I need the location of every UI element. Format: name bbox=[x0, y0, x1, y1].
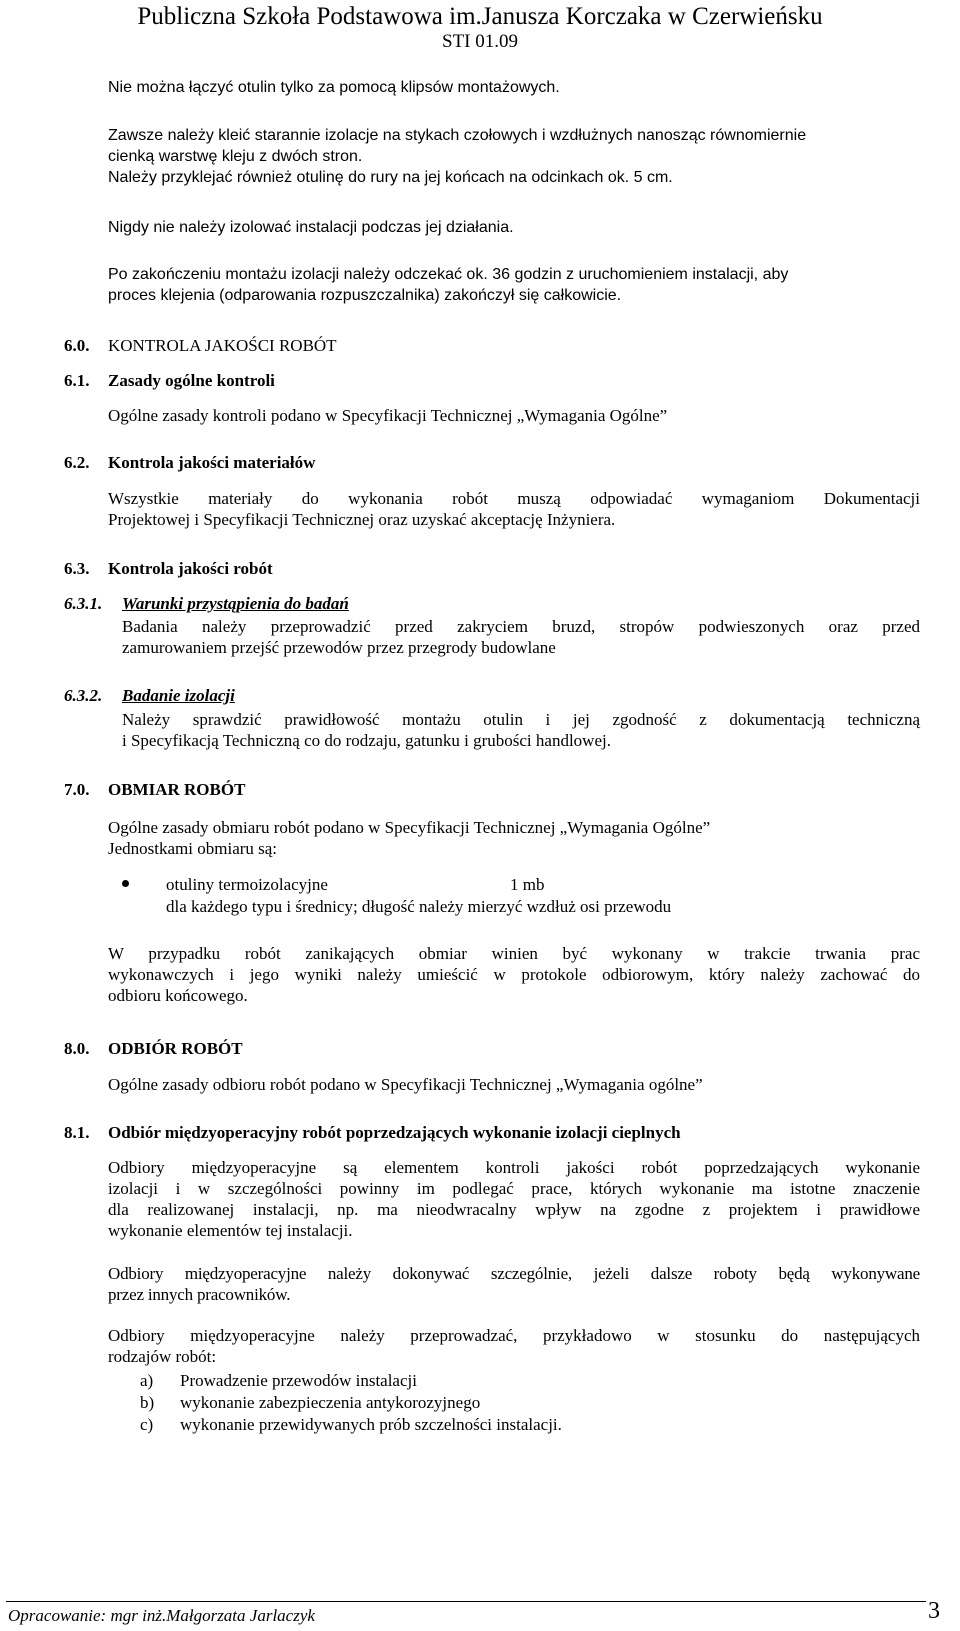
paragraph bbox=[122, 616, 920, 658]
list-item: wykonanie przewidywanych prób szczelności instalacji. bbox=[180, 1415, 562, 1434]
paragraph-line: izolacji i w szczególności powinny im podlegać prace, których wykonanie ma istotne znaczenie bbox=[108, 1179, 920, 1198]
paragraph-line: W przypadku robót zanikających obmiar winien być wykonany w trakcie trwania prac bbox=[108, 944, 920, 963]
paragraph-line: przez innych pracowników. bbox=[108, 1285, 291, 1304]
paragraph bbox=[108, 943, 920, 1006]
paragraph bbox=[108, 1157, 920, 1241]
subsection-title: Kontrola jakości robót bbox=[108, 559, 273, 578]
section-title: KONTROLA JAKOŚCI ROBÓT bbox=[108, 336, 337, 355]
list-item-marker: a) bbox=[140, 1371, 154, 1390]
section-title: OBMIAR ROBÓT bbox=[108, 780, 246, 799]
footer-divider bbox=[6, 1601, 926, 1602]
paragraph-line: Odbiory międzyoperacyjne są elementem kontroli jakości robót poprzedzających wykonanie bbox=[108, 1158, 920, 1177]
paragraph-line: wykonawczych i jego wyniki należy umieścić w protokole odbiorowym, który należy zachować do bbox=[108, 965, 920, 984]
intro-paragraph-2-line-3: Należy przyklejać również otulinę do rury na jej końcach na odcinkach ok. 5 cm. bbox=[108, 169, 673, 186]
intro-paragraph-4-line-2: proces klejenia (odparowania rozpuszczalnika) zakończył się całkowicie. bbox=[108, 287, 622, 304]
paragraph-line: Należy sprawdzić prawidłowość montażu otulin i jej zgodność z dokumentacją techniczną bbox=[122, 710, 920, 729]
subsection-number: 6.3. bbox=[64, 559, 90, 578]
intro-paragraph-2-line-2: cienką warstwę kleju z dwóch stron. bbox=[108, 148, 363, 165]
paragraph bbox=[108, 1263, 920, 1305]
subsection-title: Zasady ogólne kontroli bbox=[108, 371, 275, 390]
measure-item-name: otuliny termoizolacyjne bbox=[166, 875, 328, 894]
paragraph-line: Odbiory międzyoperacyjne należy dokonywać szczególnie, jeżeli dalsze roboty będą wykonywane bbox=[108, 1264, 920, 1283]
paragraph-line: Wszystkie materiały do wykonania robót muszą odpowiadać wymaganiom Dokumentacji bbox=[108, 489, 920, 508]
subsubsection-number: 6.3.2. bbox=[64, 686, 103, 705]
paragraph-line: Projektowej i Specyfikacji Technicznej oraz uzyskać akceptację Inżyniera. bbox=[108, 510, 616, 529]
paragraph-line: Badania należy przeprowadzić przed zakryciem bruzd, stropów podwieszonych oraz przed bbox=[122, 617, 920, 636]
footer-author: Opracowanie: mgr inż.Małgorzata Jarlaczyk bbox=[8, 1606, 315, 1625]
subsubsection-title: Warunki przystąpienia do badań bbox=[122, 594, 349, 613]
subsection-title: Odbiór międzyoperacyjny robót poprzedzających wykonanie izolacji cieplnych bbox=[108, 1123, 681, 1142]
paragraph bbox=[108, 1325, 920, 1367]
measure-item-note: dla każdego typu i średnicy; długość należy mierzyć wzdłuż osi przewodu bbox=[166, 897, 672, 916]
section-number: 8.0. bbox=[64, 1039, 90, 1058]
list-item: Prowadzenie przewodów instalacji bbox=[180, 1371, 417, 1390]
subsection-title: Kontrola jakości materiałów bbox=[108, 453, 316, 472]
paragraph-line: wykonanie elementów tej instalacji. bbox=[108, 1221, 353, 1240]
section-number: 6.0. bbox=[64, 336, 90, 355]
list-item-marker: c) bbox=[140, 1415, 154, 1434]
subsection-number: 6.1. bbox=[64, 371, 90, 390]
intro-paragraph-4-line-1: Po zakończeniu montażu izolacji należy odczekać ok. 36 godzin z uruchomieniem instalacji, aby bbox=[108, 266, 789, 283]
paragraph-line: Odbiory międzyoperacyjne należy przeprowadzać, przykładowo w stosunku do następujących bbox=[108, 1326, 920, 1345]
paragraph-line: zamurowaniem przejść przewodów przez przegrody budowlane bbox=[122, 638, 556, 657]
section-number: 7.0. bbox=[64, 780, 90, 799]
paragraph bbox=[108, 488, 920, 530]
paragraph: Ogólne zasady odbioru robót podano w Specyfikacji Technicznej „Wymagania ogólne” bbox=[108, 1075, 703, 1094]
intro-paragraph-2-line-1: Zawsze należy kleić starannie izolacje na stykach czołowych i wzdłużnych nanosząc równomiernie bbox=[108, 127, 807, 144]
subsection-number: 8.1. bbox=[64, 1123, 90, 1142]
page-number: 3 bbox=[928, 1598, 940, 1624]
bullet-icon bbox=[122, 880, 129, 887]
paragraph-line: Ogólne zasady obmiaru robót podano w Specyfikacji Technicznej „Wymagania Ogólne” bbox=[108, 818, 711, 837]
paragraph: Ogólne zasady kontroli podano w Specyfikacji Technicznej „Wymagania Ogólne” bbox=[108, 406, 668, 425]
section-title: ODBIÓR ROBÓT bbox=[108, 1039, 243, 1058]
measure-item-unit: 1 mb bbox=[510, 875, 545, 894]
subsubsection-title: Badanie izolacji bbox=[122, 686, 235, 705]
subsection-number: 6.2. bbox=[64, 453, 90, 472]
list-item-marker: b) bbox=[140, 1393, 155, 1412]
page-header-title: Publiczna Szkoła Podstawowa im.Janusza Korczaka w Czerwieńsku bbox=[137, 3, 823, 30]
paragraph bbox=[122, 709, 920, 751]
paragraph-line: Jednostkami obmiaru są: bbox=[108, 839, 278, 858]
paragraph-line: dla realizowanej instalacji, np. ma nieodwracalny wpływ na zgodne z projektem i prawidłowe bbox=[108, 1200, 920, 1219]
intro-paragraph-3: Nigdy nie należy izolować instalacji podczas jej działania. bbox=[108, 219, 514, 236]
paragraph-line: i Specyfikacją Techniczną co do rodzaju, gatunku i grubości handlowej. bbox=[122, 731, 611, 750]
intro-paragraph-1: Nie można łączyć otulin tylko za pomocą klipsów montażowych. bbox=[108, 79, 560, 96]
spec-code: STI 01.09 bbox=[442, 31, 518, 52]
list-item: wykonanie zabezpieczenia antykorozyjnego bbox=[180, 1393, 481, 1412]
paragraph-line: odbioru końcowego. bbox=[108, 986, 248, 1005]
paragraph-line: rodzajów robót: bbox=[108, 1347, 217, 1366]
subsubsection-number: 6.3.1. bbox=[64, 594, 103, 613]
